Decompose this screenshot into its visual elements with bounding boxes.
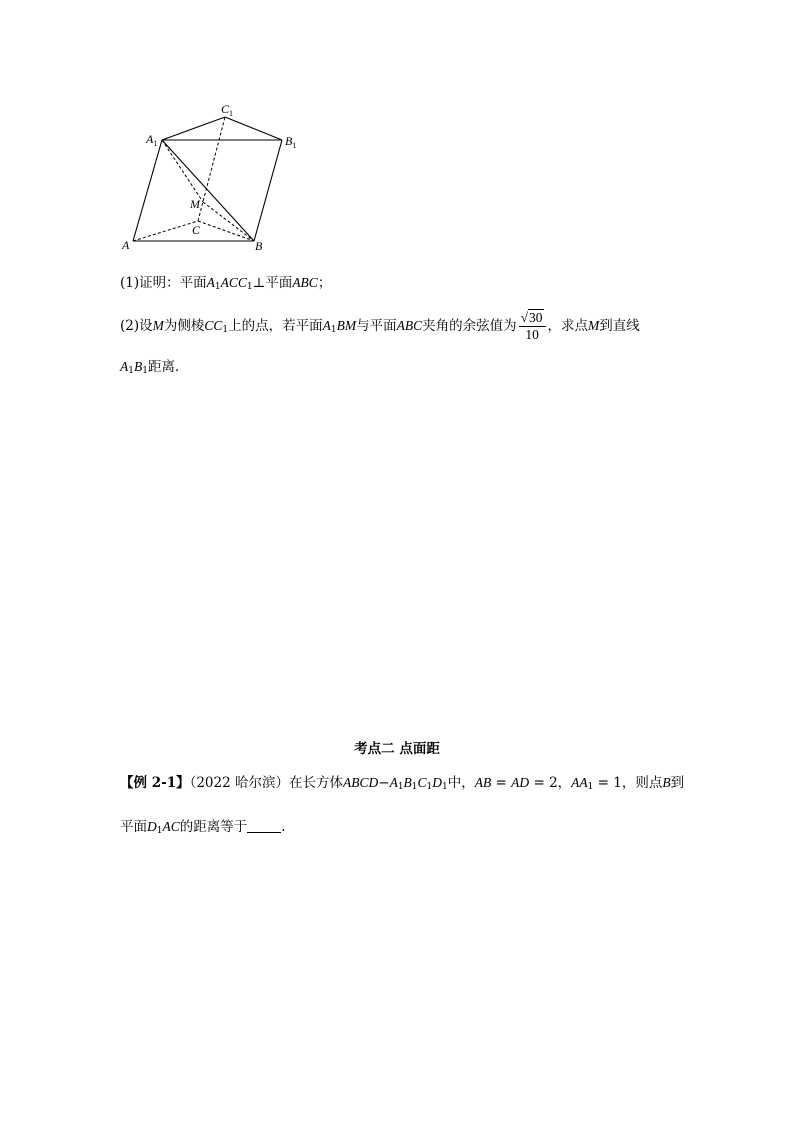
label-c: C: [192, 223, 201, 237]
example-2-1: 【例 2-1】（2022 哈尔滨）在长方体ABCD−A1B1C1D1中，AB = AD = 2，AA1 = 1，则点B到: [120, 775, 685, 792]
fraction-sqrt30-over-10: $\frac{√30}{10}$: [519, 310, 546, 343]
prism-figure: [112, 98, 312, 258]
edge-a1-b: [162, 140, 254, 241]
label-b1: $B_1$: [285, 134, 297, 150]
label-m: M: [190, 197, 200, 211]
edge-a1-c1: [162, 117, 225, 140]
label-a1: $A_1$: [146, 132, 158, 148]
label-a: A: [122, 238, 130, 252]
label-c1: $C_1$: [221, 102, 234, 118]
edge-c1-b1: [225, 117, 282, 140]
question-1: (1)证明：平面A1ACC1⊥平面ABC；: [120, 275, 332, 292]
question-2-continued: A1B1距离．: [120, 359, 189, 376]
edge-a-c: [133, 221, 198, 241]
edge-a-a1: [133, 140, 162, 241]
edge-b-b1: [254, 140, 282, 241]
answer-blank: [247, 818, 281, 833]
edge-m-b: [203, 202, 254, 241]
example-2-1-continued: 平面D1AC的距离等于 .: [120, 819, 286, 836]
edge-a1-m: [162, 140, 203, 202]
label-b: B: [255, 239, 263, 253]
question-2: (2)设M为侧棱CC1上的点，若平面A1BM与平面ABC夹角的余弦值为 $\frac{√30}{10}$ ，求点M到直线: [120, 310, 640, 342]
section-title: 考点二 点面距: [354, 741, 440, 757]
